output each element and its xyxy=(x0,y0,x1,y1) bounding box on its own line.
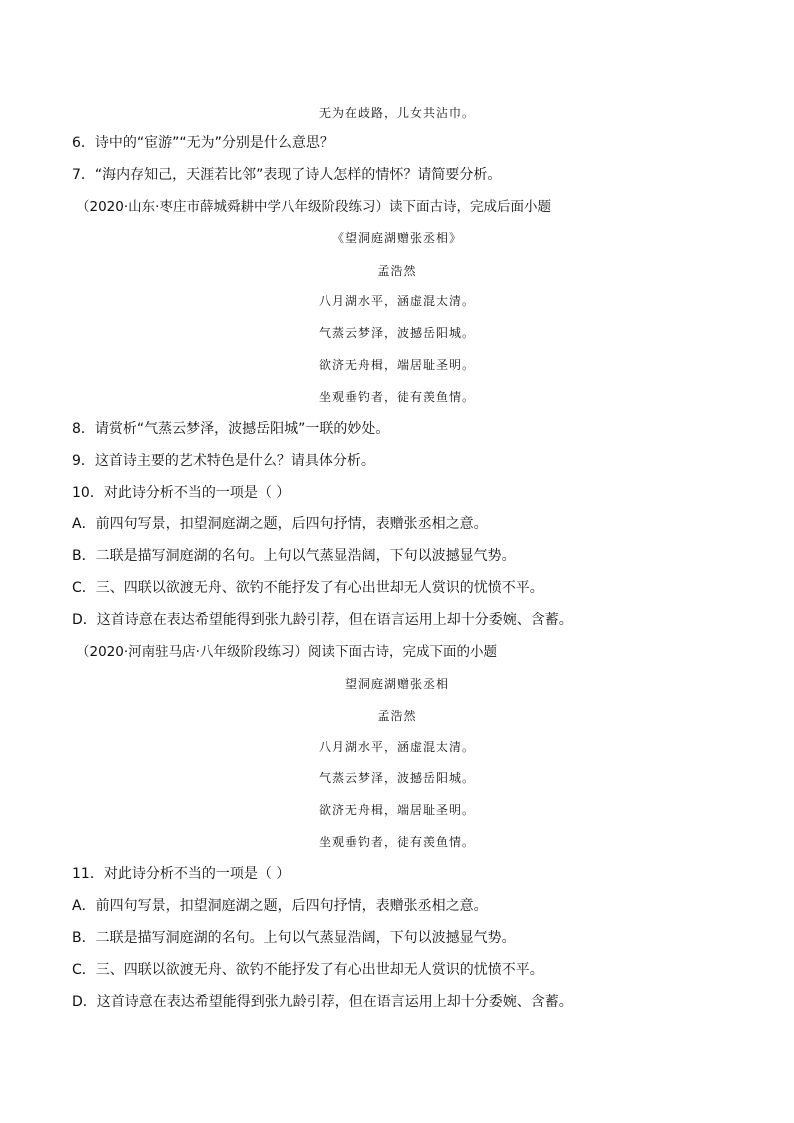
poem-line: 气蒸云梦泽，波撼岳阳城。 xyxy=(318,771,475,785)
poem-author: 孟浩然 xyxy=(377,709,417,723)
question-7: 7．“海内存知己，天涯若比邻”表现了诗人怎样的情怀？请简要分析。 xyxy=(72,167,502,183)
question-11: 11．对此诗分析不当的一项是（ ） xyxy=(72,866,291,882)
option-a: A．前四句写景，扣望洞庭湖之题，后四句抒情，表赠张丞相之意。 xyxy=(72,898,488,914)
poem-line: 八月湖水平，涵虚混太清。 xyxy=(318,294,475,308)
poem-line: 无为在歧路，儿女共沾巾。 xyxy=(318,106,475,120)
question-8: 8．请赏析“气蒸云梦泽，波撼岳阳城”一联的妙处。 xyxy=(72,421,390,437)
question-9: 9．这首诗主要的艺术特色是什么？请具体分析。 xyxy=(72,453,375,469)
section-source: （2020·山东·枣庄市薛城舜耕中学八年级阶段练习）读下面古诗，完成后面小题 xyxy=(76,199,551,215)
option-c: C．三、四联以欲渡无舟、欲钓不能抒发了有心出世却无人赏识的忧愤不平。 xyxy=(72,962,544,978)
option-a: A．前四句写景，扣望洞庭湖之题，后四句抒情，表赠张丞相之意。 xyxy=(72,516,488,532)
poem-line: 气蒸云梦泽，波撼岳阳城。 xyxy=(318,326,475,340)
question-6: 6．诗中的“宦游”“无为”分别是什么意思？ xyxy=(72,135,334,151)
option-b: B．二联是描写洞庭湖的名句。上句以气蒸显浩阔，下句以波撼显气势。 xyxy=(72,930,516,946)
option-b: B．二联是描写洞庭湖的名句。上句以气蒸显浩阔，下句以波撼显气势。 xyxy=(72,548,516,564)
question-10: 10．对此诗分析不当的一项是（ ） xyxy=(72,485,291,501)
poem-title: 《望洞庭湖赠张丞相》 xyxy=(331,231,462,245)
poem-line: 欲济无舟楫，端居耻圣明。 xyxy=(318,358,475,372)
section-source: （2020·河南驻马店·八年级阶段练习）阅读下面古诗，完成下面的小题 xyxy=(76,644,497,660)
poem-author: 孟浩然 xyxy=(377,264,417,278)
poem-line: 八月湖水平，涵虚混太清。 xyxy=(318,740,475,754)
poem-line: 欲济无舟楫，端居耻圣明。 xyxy=(318,803,475,817)
poem-line: 坐观垂钓者，徒有羡鱼情。 xyxy=(318,390,475,404)
poem-line: 坐观垂钓者，徒有羡鱼情。 xyxy=(318,835,475,849)
poem-title: 望洞庭湖赠张丞相 xyxy=(344,677,449,691)
option-d: D．这首诗意在表达希望能得到张九龄引荐，但在语言运用上却十分委婉、含蓄。 xyxy=(72,994,573,1010)
option-d: D．这首诗意在表达希望能得到张九龄引荐，但在语言运用上却十分委婉、含蓄。 xyxy=(72,612,573,628)
option-c: C．三、四联以欲渡无舟、欲钓不能抒发了有心出世却无人赏识的忧愤不平。 xyxy=(72,580,544,596)
